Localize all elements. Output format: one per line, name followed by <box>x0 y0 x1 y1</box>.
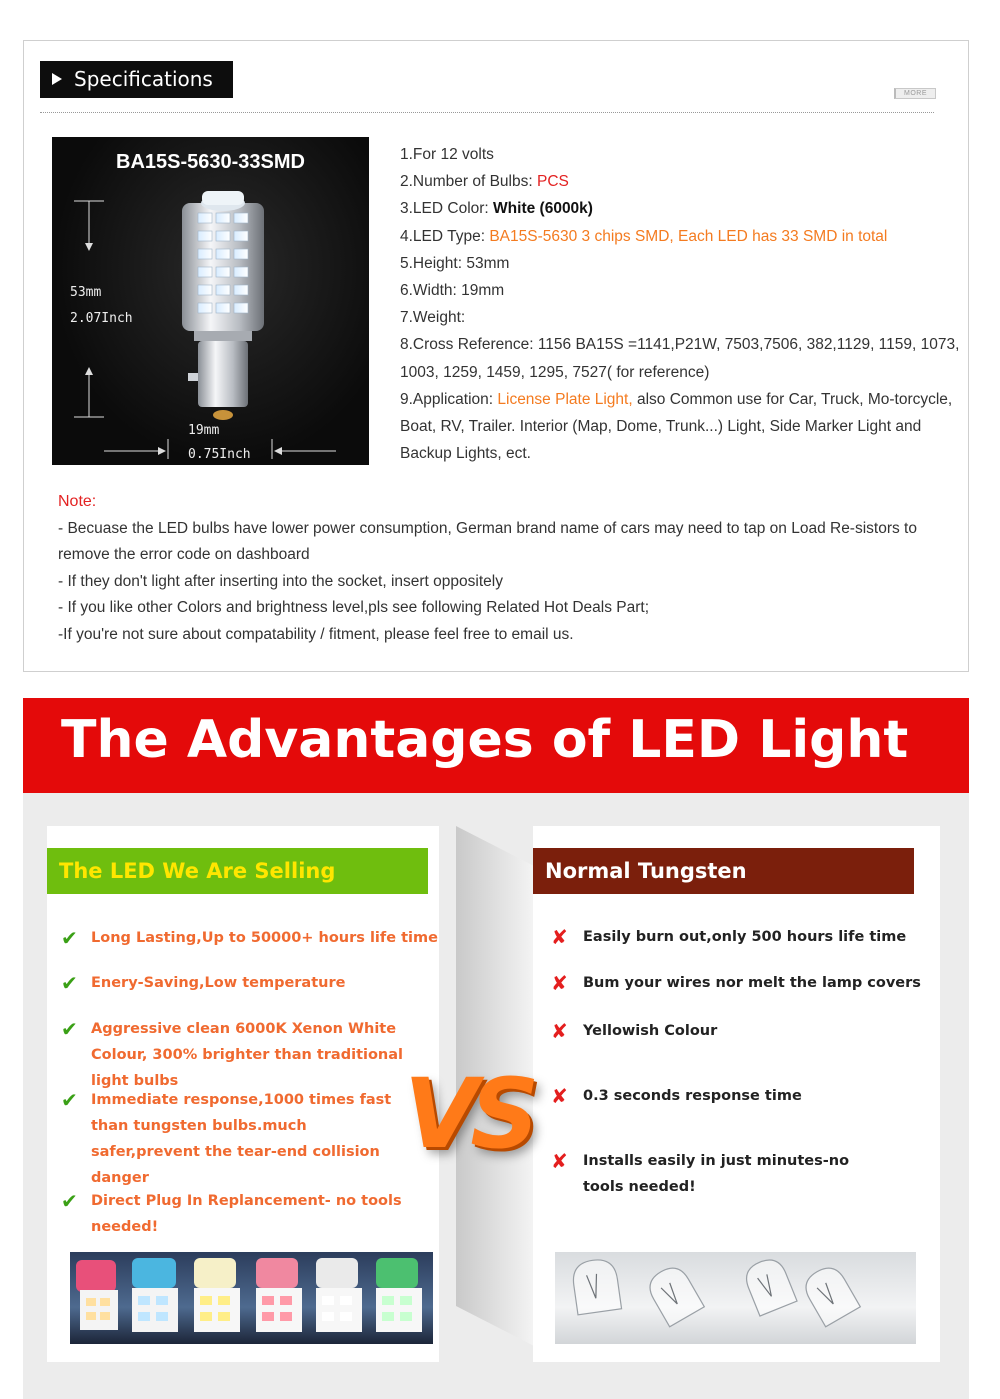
cross-icon: ✘ <box>551 1084 568 1108</box>
spec-item: 5.Height: 53mm <box>400 254 510 272</box>
led-feature: Long Lasting,Up to 50000+ hours life time <box>91 930 438 946</box>
led-bulbs-illustration <box>70 1252 433 1344</box>
play-triangle-icon <box>52 73 62 85</box>
bulb-illustration <box>52 137 369 465</box>
divider <box>40 112 934 113</box>
advantages-title: The Advantages of LED Light <box>61 710 909 770</box>
specifications-tab <box>40 61 233 98</box>
spec-item: 1.For 12 volts <box>400 146 494 163</box>
tungsten-feature: Bum your wires nor melt the lamp covers <box>583 975 921 991</box>
spec-list <box>400 141 960 467</box>
spec-item: 8.Cross Reference: 1156 BA15S =1141,P21W, 7503,7506, 382,1129, 1159, 1073, 1003, 1259, 1459, 1295, 7527( for reference) <box>400 336 960 381</box>
vs-label: VS <box>404 1058 532 1170</box>
width-inch-label: 0.75Inch <box>188 447 251 462</box>
note-title: Note: <box>58 493 97 510</box>
note-line: - If they don't light after inserting into the socket, insert oppositely <box>58 572 503 590</box>
spec-item: 4.LED Type: BA15S-5630 3 chips SMD, Each LED has 33 SMD in total <box>400 227 888 245</box>
led-feature: Immediate response,1000 times fast than tungsten bulbs.much safer,prevent the tear-end collision danger <box>91 1092 392 1186</box>
led-heading: The LED We Are Selling <box>47 848 428 894</box>
advantages-banner <box>23 698 969 793</box>
specifications-box <box>23 40 969 672</box>
led-bulbs-photo <box>70 1252 433 1344</box>
tungsten-feature: Installs easily in just minutes-no tools needed! <box>583 1153 850 1195</box>
height-mm-label: 53mm <box>70 285 102 300</box>
product-title: BA15S-5630-33SMD <box>116 151 305 173</box>
height-inch-label: 2.07Inch <box>70 311 133 326</box>
tungsten-feature: Easily burn out,only 500 hours life time <box>583 929 907 945</box>
spec-item: 3.LED Color: White (6000k) <box>400 200 593 218</box>
check-icon: ✔ <box>61 971 78 995</box>
tungsten-feature: 0.3 seconds response time <box>583 1088 802 1104</box>
spec-item: 9.Application: License Plate Light, also Common use for Car, Truck, Mo-torcycle, Boat, RV, Trailer. Interior (Map, Dome, Trunk...) Light, Side Marker Light and Backup Lights, ect. <box>400 390 953 463</box>
spec-item: 7.Weight: <box>400 309 466 327</box>
led-feature: Direct Plug In Replancement- no tools needed! <box>91 1193 402 1235</box>
spec-item: 6.Width: 19mm <box>400 282 505 300</box>
check-icon: ✔ <box>61 926 78 950</box>
width-mm-label: 19mm <box>188 423 220 438</box>
spec-item: 2.Number of Bulbs: PCS <box>400 173 569 191</box>
check-icon: ✔ <box>61 1189 78 1213</box>
check-icon: ✔ <box>61 1088 78 1112</box>
cross-icon: ✘ <box>551 925 568 949</box>
note-line: - If you like other Colors and brightness level,pls see following Related Hot Deals Part; <box>58 599 650 616</box>
led-feature: Aggressive clean 6000K Xenon White Colour, 300% brighter than traditional light bulbs <box>91 1021 404 1089</box>
cross-icon: ✘ <box>551 1019 568 1043</box>
tungsten-bulbs-photo <box>555 1252 916 1344</box>
note-line: - Becuase the LED bulbs have lower power consumption, German brand name of cars may need to tap on Load Re-sistors to remove the error code on dashboard <box>58 519 917 563</box>
led-feature: Enery-Saving,Low temperature <box>91 975 346 991</box>
tungsten-feature: Yellowish Colour <box>583 1023 718 1039</box>
note-section <box>58 489 938 648</box>
more-button[interactable]: MORE <box>894 88 936 99</box>
tungsten-bulbs-illustration <box>555 1252 916 1344</box>
cross-icon: ✘ <box>551 1149 568 1173</box>
product-image <box>52 137 369 465</box>
cross-icon: ✘ <box>551 971 568 995</box>
note-line: -If you're not sure about compatability / fitment, please feel free to email us. <box>58 625 574 643</box>
specifications-tab-label: Specifications <box>74 67 213 91</box>
check-icon: ✔ <box>61 1017 78 1041</box>
tungsten-heading: Normal Tungsten <box>533 848 914 894</box>
